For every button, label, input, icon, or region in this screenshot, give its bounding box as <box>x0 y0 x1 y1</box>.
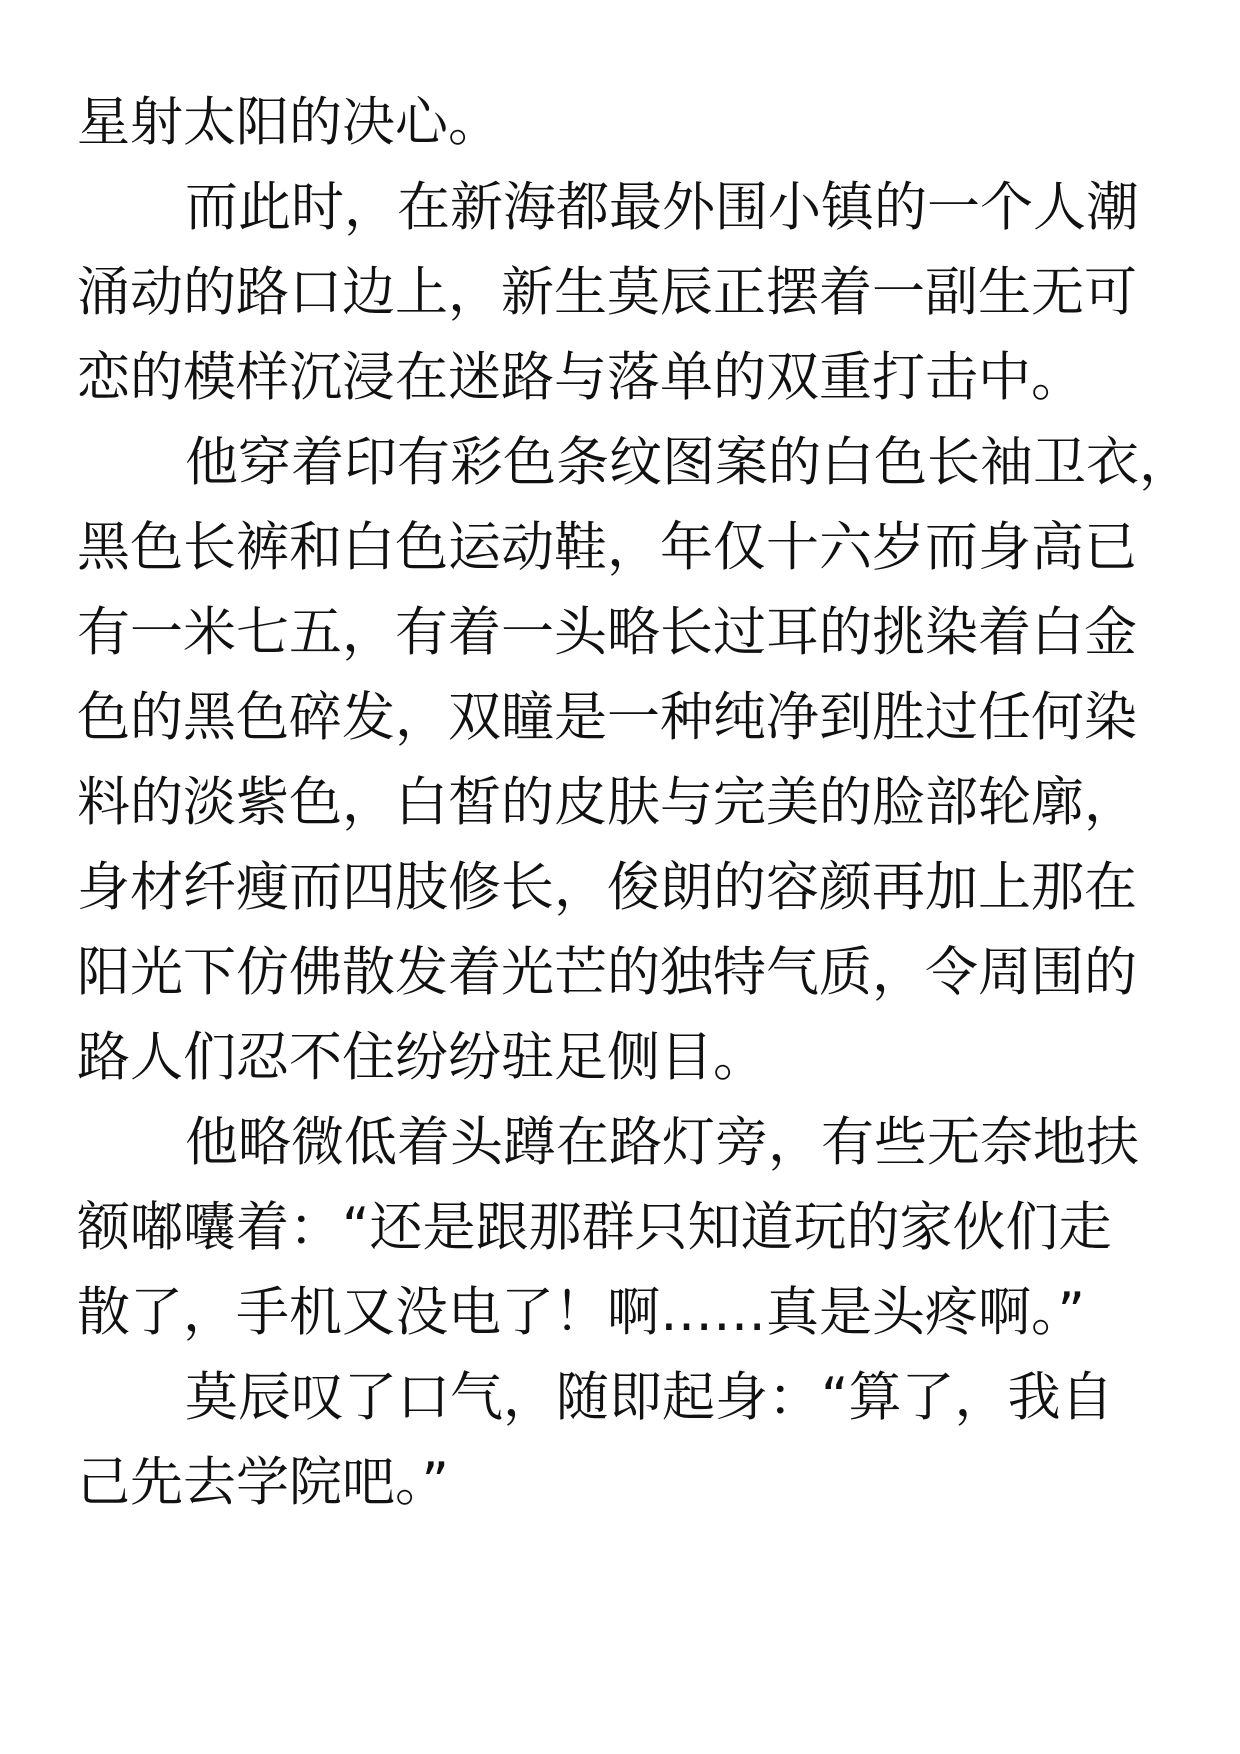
text-line: 己先去学院吧。” <box>77 1452 449 1513</box>
text-line: 星射太阳的决心。 <box>77 92 501 153</box>
paragraph-first-line: 他略微低着头蹲在路灯旁，有些无奈地扶 <box>185 1112 1139 1173</box>
text-line: 散了，手机又没电了！啊……真是头疼啊。” <box>77 1282 1085 1343</box>
paragraph-first-line: 莫辰叹了口气，随即起身：“算了，我自 <box>185 1367 1114 1428</box>
text-line: 额嘟囔着：“还是跟那群只知道玩的家伙们走 <box>77 1197 1112 1258</box>
text-line: 阳光下仿佛散发着光芒的独特气质，令周围的 <box>77 942 1137 1003</box>
paragraph-first-line: 而此时，在新海都最外围小镇的一个人潮 <box>185 177 1139 238</box>
text-line: 料的淡紫色，白皙的皮肤与完美的脸部轮廓， <box>77 772 1137 833</box>
text-line: 路人们忍不住纷纷驻足侧目。 <box>77 1027 766 1088</box>
paragraph-first-line: 他穿着印有彩色条纹图案的白色长袖卫衣， <box>185 432 1192 493</box>
text-line: 涌动的路口边上，新生莫辰正摆着一副生无可 <box>77 262 1137 323</box>
text-line: 色的黑色碎发，双瞳是一种纯净到胜过任何染 <box>77 687 1137 748</box>
text-line: 有一米七五，有着一头略长过耳的挑染着白金 <box>77 602 1137 663</box>
text-line: 黑色长裤和白色运动鞋，年仅十六岁而身高已 <box>77 517 1137 578</box>
text-line: 身材纤瘦而四肢修长，俊朗的容颜再加上那在 <box>77 857 1137 918</box>
text-line: 恋的模样沉浸在迷路与落单的双重打击中。 <box>77 347 1084 408</box>
